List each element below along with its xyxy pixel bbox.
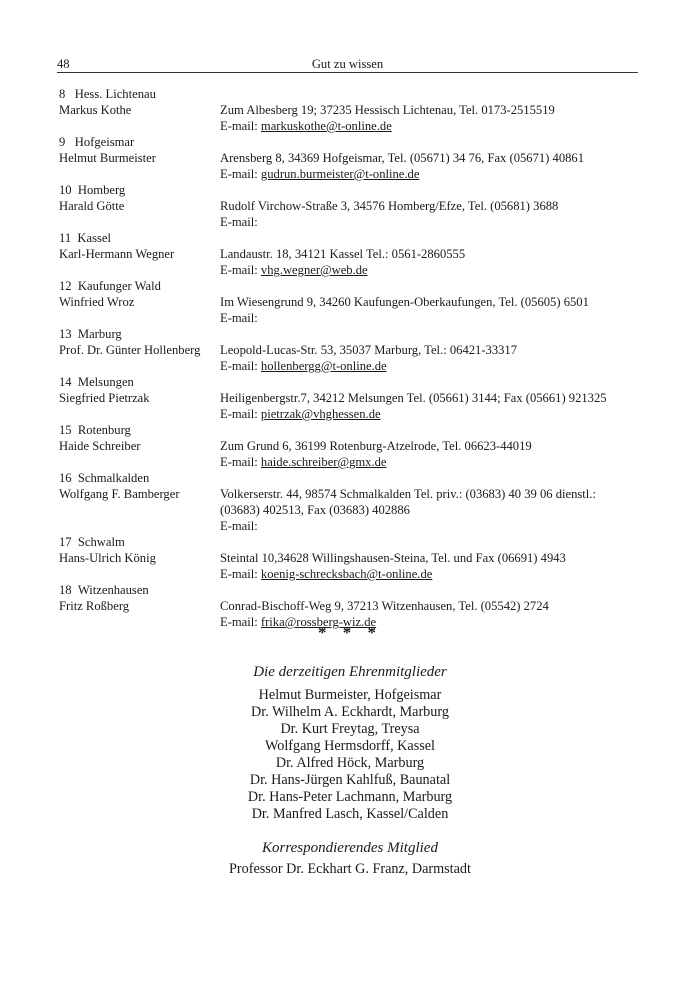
email-link[interactable]: frika@rossberg-wiz.de xyxy=(260,615,377,629)
corresponding-member-heading: Korrespondierendes Mitglied xyxy=(262,840,438,856)
contact-address xyxy=(220,342,659,374)
email-label: E-mail: xyxy=(220,567,261,581)
address-line: Arensberg 8, 34369 Hofgeismar, Tel. (05671) 34 76, Fax (05671) 40861 xyxy=(220,151,585,165)
contact-name: Winfried Wroz xyxy=(59,295,135,309)
district-label: 17 Schwalm xyxy=(59,535,125,549)
address-line: Rudolf Virchow-Straße 3, 34576 Homberg/Efze, Tel. (05681) 3688 xyxy=(220,199,559,213)
contact-entry xyxy=(59,134,659,182)
contact-entry xyxy=(59,326,659,374)
email-line xyxy=(220,214,659,230)
address-line: Zum Grund 6, 36199 Rotenburg-Atzelrode, Tel. 06623-44019 xyxy=(220,439,532,453)
email-line xyxy=(220,518,659,534)
contact-address xyxy=(220,486,659,534)
address-line: Conrad-Bischoff-Weg 9, 37213 Witzenhausen, Tel. (05542) 2724 xyxy=(220,599,549,613)
contact-name: Helmut Burmeister xyxy=(59,151,156,165)
district-label: 9 Hofgeismar xyxy=(59,135,135,149)
district-label: 12 Kaufunger Wald xyxy=(59,279,161,293)
honorary-members-list xyxy=(0,687,700,823)
address-line: Leopold-Lucas-Str. 53, 35037 Marburg, Tel.: 06421-33317 xyxy=(220,343,518,357)
honorary-members-section xyxy=(0,664,700,878)
district-label: 15 Rotenburg xyxy=(59,423,131,437)
running-title: Gut zu wissen xyxy=(311,57,384,71)
honorary-member: Dr. Hans-Peter Lachmann, Marburg xyxy=(247,789,453,805)
email-line xyxy=(220,358,659,374)
honorary-member: Dr. Alfred Höck, Marburg xyxy=(275,755,425,771)
district-label: 14 Melsungen xyxy=(59,375,134,389)
email-link[interactable]: markuskothe@t-online.de xyxy=(260,119,392,133)
honorary-member: Helmut Burmeister, Hofgeismar xyxy=(258,687,442,703)
address-line: Heiligenbergstr.7, 34212 Melsungen Tel. (05661) 3144; Fax (05661) 921325 xyxy=(220,391,607,405)
email-line xyxy=(220,166,659,182)
contact-entry xyxy=(59,534,659,582)
district-label: 8 Hess. Lichtenau xyxy=(59,87,156,101)
contact-name: Hans-Ulrich König xyxy=(59,551,156,565)
address-line: Steintal 10,34628 Willingshausen-Steina, Tel. und Fax (06691) 4943 xyxy=(220,551,566,565)
email-line xyxy=(220,310,659,326)
district-label: 10 Homberg xyxy=(59,183,126,197)
contact-address xyxy=(220,438,659,470)
honorary-member: Wolfgang Hermsdorff, Kassel xyxy=(265,738,435,754)
contact-name: Harald Götte xyxy=(59,199,125,213)
honorary-member: Dr. Wilhelm A. Eckhardt, Marburg xyxy=(251,704,449,720)
district-label: 18 Witzenhausen xyxy=(59,583,149,597)
email-link[interactable]: vhg.wegner@web.de xyxy=(260,263,368,277)
district-label: 11 Kassel xyxy=(59,231,111,245)
address-line: Im Wiesengrund 9, 34260 Kaufungen-Oberkaufungen, Tel. (05605) 6501 xyxy=(220,295,589,309)
page-number: 48 xyxy=(57,57,70,71)
contact-address xyxy=(220,246,659,278)
email-link[interactable]: haide.schreiber@gmx.de xyxy=(260,455,387,469)
contact-entry xyxy=(59,278,659,326)
contact-entry xyxy=(59,182,659,230)
contact-address xyxy=(220,102,659,134)
district-label: 16 Schmalkalden xyxy=(59,471,150,485)
contact-entry xyxy=(59,470,659,534)
address-line: (03683) 402513, Fax (03683) 402886 xyxy=(220,503,410,517)
contact-name: Markus Kothe xyxy=(59,103,132,117)
email-label: E-mail: xyxy=(220,263,261,277)
contact-name: Wolfgang F. Bamberger xyxy=(59,487,180,501)
email-line xyxy=(220,262,659,278)
email-label: E-mail: xyxy=(220,455,261,469)
contact-entry xyxy=(59,230,659,278)
corresponding-member: Professor Dr. Eckhart G. Franz, Darmstadt xyxy=(229,861,471,877)
email-label: E-mail: xyxy=(220,407,261,421)
email-label: E-mail: xyxy=(220,167,261,181)
email-link[interactable]: pietrzak@vhghessen.de xyxy=(260,407,381,421)
contact-entry xyxy=(59,374,659,422)
email-line xyxy=(220,118,659,134)
contact-name: Siegfried Pietrzak xyxy=(59,391,150,405)
header-rule xyxy=(57,72,638,73)
email-link[interactable]: gudrun.burmeister@t-online.de xyxy=(260,167,420,181)
section-separator: * * * xyxy=(318,623,382,642)
address-line: Landaustr. 18, 34121 Kassel Tel.: 0561-2860555 xyxy=(220,247,466,261)
email-label: E-mail: xyxy=(220,359,261,373)
honorary-members-heading: Die derzeitigen Ehrenmitglieder xyxy=(253,664,447,680)
email-line xyxy=(220,566,659,582)
address-line: Zum Albesberg 19; 37235 Hessisch Lichtenau, Tel. 0173-2515519 xyxy=(220,103,555,117)
email-label: E-mail: xyxy=(220,119,261,133)
district-contacts-list xyxy=(59,86,659,630)
district-label: 13 Marburg xyxy=(59,327,122,341)
email-link[interactable]: koenig-schrecksbach@t-online.de xyxy=(260,567,433,581)
page-header xyxy=(57,56,638,72)
honorary-member: Dr. Manfred Lasch, Kassel/Calden xyxy=(251,806,449,822)
contact-entry xyxy=(59,422,659,470)
contact-address xyxy=(220,150,659,182)
contact-address xyxy=(220,198,659,230)
contact-name: Prof. Dr. Günter Hollenberg xyxy=(59,343,201,357)
email-label: E-mail: xyxy=(220,615,261,629)
contact-name: Haide Schreiber xyxy=(59,439,141,453)
email-line xyxy=(220,406,659,422)
contact-name: Karl-Hermann Wegner xyxy=(59,247,175,261)
email-line xyxy=(220,454,659,470)
email-label: E-mail: xyxy=(220,311,258,325)
email-label: E-mail: xyxy=(220,215,258,229)
contact-address xyxy=(220,390,659,422)
contact-address xyxy=(220,550,659,582)
contact-address xyxy=(220,294,659,326)
email-label: E-mail: xyxy=(220,519,258,533)
email-link[interactable]: hollenbergg@t-online.de xyxy=(260,359,387,373)
address-line: Volkerserstr. 44, 98574 Schmalkalden Tel. priv.: (03683) 40 39 06 dienstl.: xyxy=(220,487,596,501)
honorary-member: Dr. Kurt Freytag, Treysa xyxy=(280,721,420,737)
honorary-member: Dr. Hans-Jürgen Kahlfuß, Baunatal xyxy=(249,772,451,788)
contact-entry xyxy=(59,86,659,134)
contact-name: Fritz Roßberg xyxy=(59,599,130,613)
